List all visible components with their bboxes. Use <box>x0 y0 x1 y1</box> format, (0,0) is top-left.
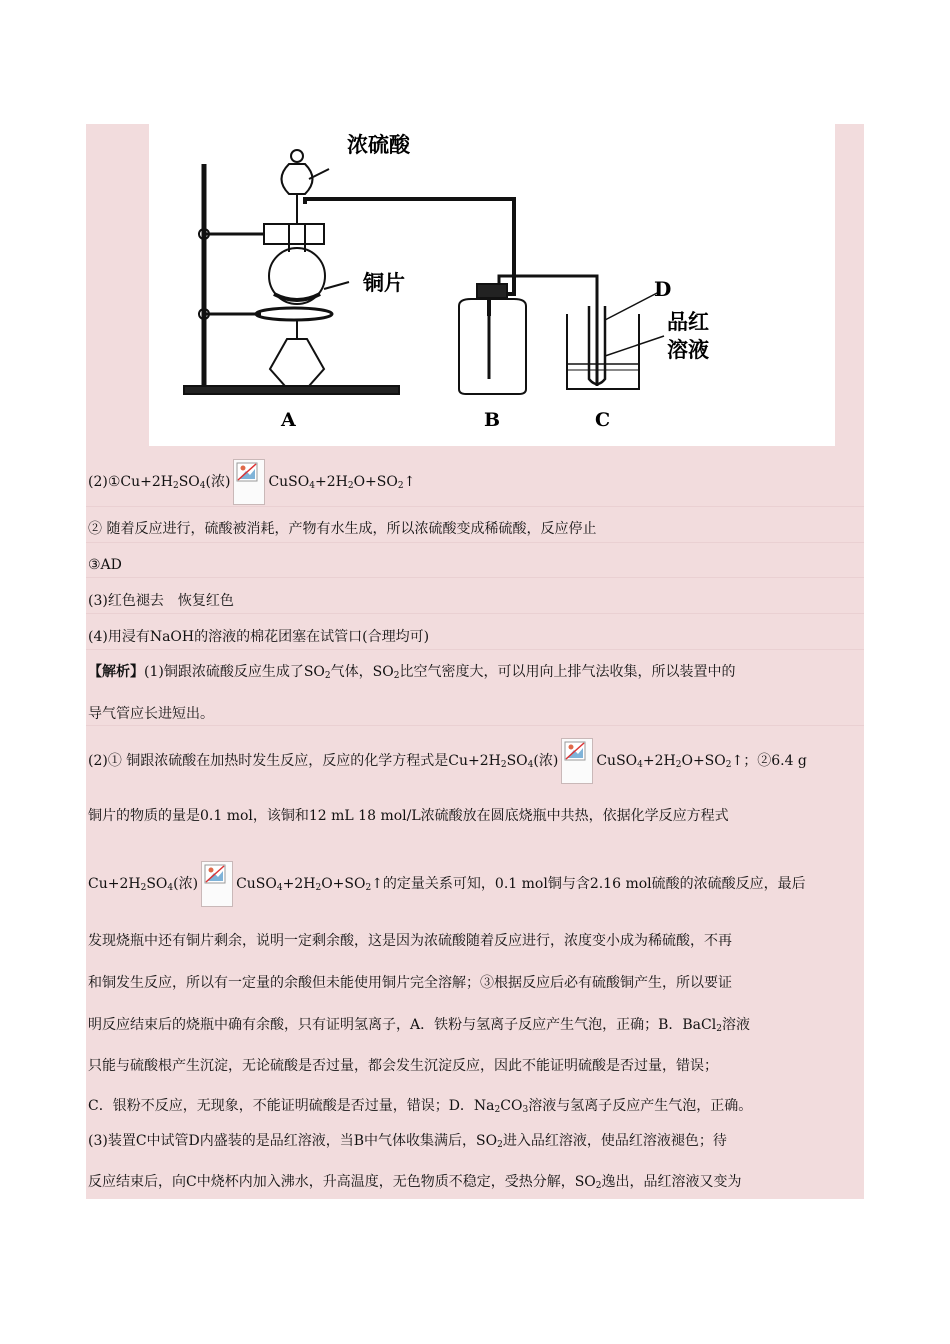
analysis-tag: 【解析】 <box>88 664 144 680</box>
label-copper: 铜片 <box>363 271 405 295</box>
apparatus-drawing <box>149 124 835 446</box>
analysis-p2-line2: 铜片的物质的量是0.1 mol，该铜和12 mL 18 mol/L浓硫酸放在圆底烧瓶中共热，依据化学反应方程式 <box>88 808 729 824</box>
analysis-p2-line8: C．银粉不反应，无现象，不能证明硫酸是否过量，错误；D．$Na_2CO_3$溶液与氢离子反应产生气泡，正确。 <box>88 1098 753 1115</box>
label-a: A <box>281 409 296 431</box>
analysis-p2-line6: 明反应结束后的烧瓶中确有余酸，只有证明氢离子，A．铁粉与氢离子反应产生气泡，正确；B．BaCl$_2$溶液 <box>88 1017 750 1034</box>
analysis-p2-line3: $Cu+2H_2SO_4$(浓) $CuSO_4+2H_2O+SO_2↑$的定量关系可知，0.1 mol铜与含2.16 mol硫酸的浓硫酸反应，最后 <box>88 860 806 912</box>
label-b: B <box>484 409 501 431</box>
analysis-p2-line7: 只能与硫酸根产生沉淀，无论硫酸是否过量，都会发生沉淀反应，因此不能证明硫酸是否过量，错误； <box>88 1058 718 1074</box>
label-dye-1: 品红 <box>667 310 709 334</box>
answer-2-2: ② 随着反应进行，硫酸被消耗，产物有水生成，所以浓硫酸变成稀硫酸，反应停止 <box>88 521 597 537</box>
label-c: C <box>595 409 611 431</box>
label-acid: 浓硫酸 <box>347 133 410 157</box>
label-d: D <box>654 277 672 301</box>
answer-3: (3)红色褪去 恢复红色 <box>88 593 234 609</box>
broken-image-icon <box>201 861 233 907</box>
broken-image-icon <box>233 459 265 505</box>
analysis-p2-line4: 发现烧瓶中还有铜片剩余，说明一定剩余酸，这是因为浓硫酸随着反应进行，浓度变小成为稀硫酸，不再 <box>88 933 732 949</box>
label-dye-2: 溶液 <box>667 338 709 362</box>
answer-2-3: ③AD <box>88 557 122 573</box>
analysis-p1: 【解析】(1)铜跟浓硫酸反应生成了$SO_2$气体，$SO_2$比空气密度大，可以用向上排气法收集，所以装置中的 <box>88 664 736 681</box>
row-divider <box>86 649 864 650</box>
row-divider <box>86 577 864 578</box>
broken-image-icon <box>561 738 593 784</box>
analysis-p1-line2: 导气管应长进短出。 <box>88 706 214 722</box>
analysis-p2-line5: 和铜发生反应，所以有一定量的余酸但未能使用铜片完全溶解；③根据反应后必有硫酸铜产生，所以要证 <box>88 975 732 991</box>
row-divider <box>86 613 864 614</box>
row-divider <box>86 725 864 726</box>
row-divider <box>86 542 864 543</box>
analysis-p3-line2: 反应结束后，向C中烧杯内加入沸水，升高温度，无色物质不稳定，受热分解，$SO_2$逸出，品红溶液又变为 <box>88 1174 742 1191</box>
answer-4: (4)用浸有NaOH的溶液的棉花团塞在试管口(合理均可) <box>88 629 430 645</box>
analysis-p3-line1: (3)装置C中试管D内盛装的是品红溶液，当B中气体收集满后，$SO_2$进入品红溶液，使品红溶液褪色；待 <box>88 1133 727 1150</box>
apparatus-figure <box>149 124 835 446</box>
answer-2-1: $(2)①Cu+2H_2SO_4$(浓) $CuSO_4+2H_2O+SO_2↑$ <box>88 458 415 510</box>
analysis-p2: (2)① 铜跟浓硫酸在加热时发生反应，反应的化学方程式是$Cu+2H_2SO_4$(浓) $CuSO_4+2H_2O+SO_2↑$；②6.4 g <box>88 737 807 789</box>
